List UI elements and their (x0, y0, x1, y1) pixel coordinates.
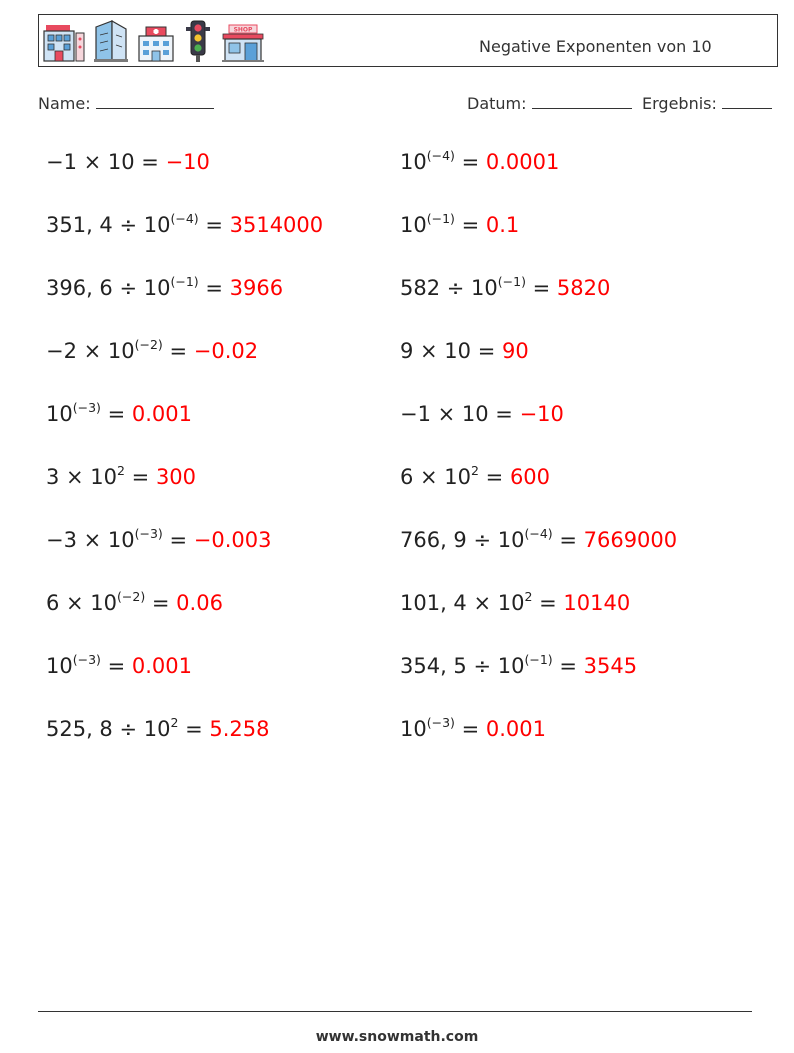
equals-sign: = (525, 276, 557, 300)
problem-expression: 10 (400, 213, 427, 237)
problem-right-8 (400, 591, 630, 615)
problem-answer: −0.02 (193, 339, 259, 363)
problem-left-3 (46, 276, 283, 300)
problem-answer: 0.0001 (485, 150, 560, 174)
equals-sign: = (100, 402, 132, 426)
problem-expression: 10 (400, 717, 427, 741)
footer-divider (38, 1011, 752, 1012)
problem-left-9 (46, 654, 192, 678)
problem-left-1 (46, 150, 210, 174)
name-label: Name: (38, 94, 91, 113)
problem-expression: 766, 9 ÷ 10 (400, 528, 525, 552)
problem-right-10 (400, 717, 546, 741)
equals-sign: = (100, 654, 132, 678)
equals-sign: = (552, 654, 584, 678)
problem-exponent: (−4) (170, 211, 199, 226)
problem-expression: 101, 4 × 10 (400, 591, 525, 615)
problem-expression: 525, 8 ÷ 10 (46, 717, 171, 741)
header-box (38, 14, 778, 67)
equals-sign: = (198, 213, 230, 237)
problem-exponent: 2 (524, 589, 533, 604)
result-label: Ergebnis: (642, 94, 717, 113)
hotel-building-icon (42, 19, 86, 63)
date-blank-line[interactable] (532, 94, 632, 109)
problem-left-8 (46, 591, 223, 615)
equals-sign: = (454, 717, 486, 741)
problem-expression: −3 × 10 (46, 528, 135, 552)
equals-sign: = (124, 465, 156, 489)
problem-exponent: (−3) (426, 715, 455, 730)
date-field (467, 94, 632, 113)
problem-expression: 6 × 10 (46, 591, 118, 615)
svg-text:SHOP: SHOP (233, 26, 253, 34)
problem-exponent: 2 (170, 715, 179, 730)
problem-left-4 (46, 339, 258, 363)
traffic-light-icon (182, 19, 214, 63)
problem-answer: −10 (519, 402, 564, 426)
problem-right-1 (400, 150, 559, 174)
problem-answer: 300 (155, 465, 197, 489)
problem-answer: 3545 (583, 654, 638, 678)
equals-sign: = (454, 150, 486, 174)
problem-expression: 9 × 10 (400, 339, 472, 363)
result-field (642, 94, 772, 113)
problem-expression: 582 ÷ 10 (400, 276, 498, 300)
problem-expression: 3 × 10 (46, 465, 118, 489)
problem-expression: 6 × 10 (400, 465, 472, 489)
problem-expression: 10 (46, 402, 73, 426)
problem-exponent: (−1) (497, 274, 526, 289)
result-blank-line[interactable] (722, 94, 772, 109)
problem-expression: −1 × 10 (400, 402, 489, 426)
problem-exponent: (−3) (134, 526, 163, 541)
equals-sign: = (162, 528, 194, 552)
problem-right-7 (400, 528, 677, 552)
problem-answer: 0.001 (485, 717, 546, 741)
problem-right-2 (400, 213, 519, 237)
problem-expression: −1 × 10 (46, 150, 135, 174)
equals-sign: = (145, 591, 177, 615)
problem-exponent: (−3) (72, 400, 101, 415)
problem-left-2 (46, 213, 323, 237)
problem-answer: 7669000 (583, 528, 678, 552)
problem-expression: 10 (400, 150, 427, 174)
problem-exponent: (−1) (426, 211, 455, 226)
problem-answer: 0.001 (131, 402, 192, 426)
problem-answer: −0.003 (193, 528, 272, 552)
problem-answer: −10 (165, 150, 210, 174)
problem-right-6 (400, 465, 550, 489)
problem-left-6 (46, 465, 196, 489)
equals-sign: = (478, 465, 510, 489)
problem-expression: 354, 5 ÷ 10 (400, 654, 525, 678)
problem-exponent: (−1) (524, 652, 553, 667)
problem-exponent: 2 (117, 463, 125, 478)
shop-icon (220, 19, 266, 63)
problem-answer: 3514000 (229, 213, 324, 237)
problem-expression: −2 × 10 (46, 339, 135, 363)
problem-exponent: (−3) (72, 652, 101, 667)
problem-exponent: (−2) (134, 337, 163, 352)
footer-url: www.snowmath.com (315, 1029, 479, 1045)
problem-left-5 (46, 402, 192, 426)
problem-exponent: 2 (471, 463, 479, 478)
problem-answer: 0.001 (131, 654, 192, 678)
problem-answer: 90 (501, 339, 529, 363)
equals-sign: = (178, 717, 210, 741)
equals-sign: = (198, 276, 230, 300)
hospital-icon (136, 19, 176, 63)
name-blank-line[interactable] (96, 94, 214, 109)
problem-expression: 10 (46, 654, 73, 678)
name-field (38, 94, 214, 113)
problem-exponent: (−4) (524, 526, 553, 541)
problem-answer: 5.258 (209, 717, 270, 741)
equals-sign: = (532, 591, 564, 615)
problem-answer: 5820 (556, 276, 611, 300)
problem-exponent: (−2) (117, 589, 146, 604)
equals-sign: = (488, 402, 520, 426)
equals-sign: = (552, 528, 584, 552)
date-label: Datum: (467, 94, 527, 113)
problem-answer: 10140 (563, 591, 631, 615)
header-icons (42, 19, 266, 63)
problem-right-5 (400, 402, 564, 426)
problem-answer: 3966 (229, 276, 284, 300)
problem-expression: 351, 4 ÷ 10 (46, 213, 171, 237)
problem-left-10 (46, 717, 270, 741)
problem-answer: 600 (509, 465, 551, 489)
equals-sign: = (134, 150, 166, 174)
problem-right-9 (400, 654, 637, 678)
page-title: Negative Exponenten von 10 (479, 37, 712, 56)
problem-right-3 (400, 276, 610, 300)
problem-expression: 396, 6 ÷ 10 (46, 276, 171, 300)
office-tower-icon (92, 19, 130, 63)
problem-right-4 (400, 339, 529, 363)
problem-left-7 (46, 528, 271, 552)
equals-sign: = (454, 213, 486, 237)
equals-sign: = (471, 339, 502, 363)
problem-answer: 0.06 (176, 591, 223, 615)
problem-exponent: (−1) (170, 274, 199, 289)
problem-exponent: (−4) (426, 148, 455, 163)
problem-answer: 0.1 (485, 213, 520, 237)
equals-sign: = (162, 339, 194, 363)
